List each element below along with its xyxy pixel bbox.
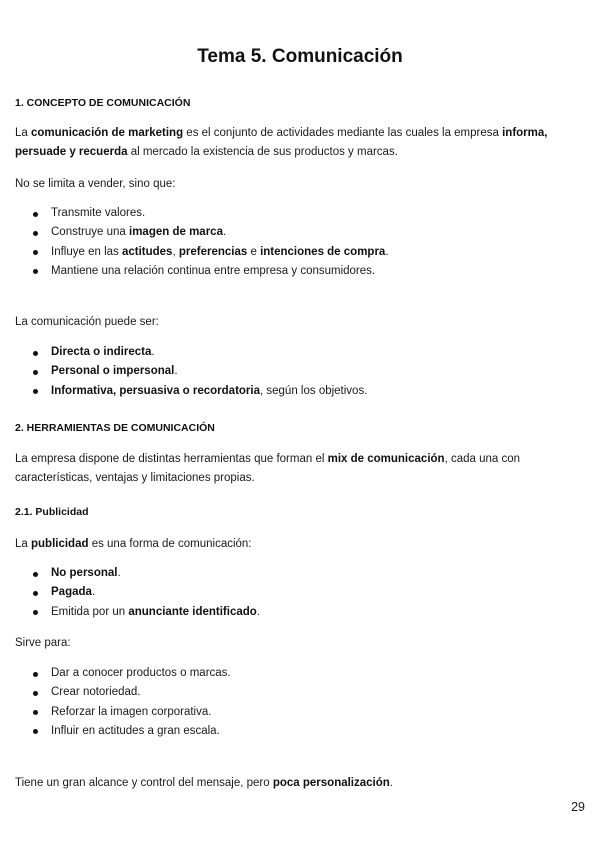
list-item: [15, 583, 260, 602]
list-item: [15, 703, 231, 722]
text-run: .: [222, 226, 227, 239]
text-run: Reforzar la imagen corporativa.: [51, 705, 212, 718]
bold-text: actitudes: [121, 245, 173, 258]
text-run: .: [256, 605, 260, 618]
uses-lead: Sirve para:: [15, 637, 71, 649]
bullet-icon: [33, 572, 38, 577]
publicidad-bullets: [15, 564, 260, 622]
uses-bullets: [15, 664, 231, 741]
text-run: .: [117, 567, 121, 579]
text-run: Mantiene una relación continua entre empresa y consumidores.: [51, 264, 376, 277]
text-run: La empresa dispone de distintas herramientas que forman el: [15, 453, 328, 465]
bold-text: informa, persuade y recuerda: [15, 127, 548, 158]
bold-text: comunicación de marketing: [31, 127, 184, 139]
bullet-icon: [33, 591, 38, 596]
page-title: Tema 5. Comunicación: [197, 46, 403, 67]
bullet-icon: [33, 250, 38, 255]
text-run: Crear notoriedad.: [51, 686, 141, 699]
bullet-icon: [33, 710, 38, 715]
list-item: [15, 664, 231, 683]
list-item: [15, 564, 260, 583]
section-1-lead: No se limita a vender, sino que:: [15, 178, 176, 190]
text-run: La: [15, 538, 31, 550]
list-item: [15, 262, 389, 281]
text-run: Influye en las: [51, 245, 122, 258]
bold-text: Informativa, persuasiva o recordatoria: [51, 384, 260, 397]
bold-text: Personal o impersonal: [51, 365, 175, 378]
types-bullets: [15, 343, 367, 401]
list-item: [15, 603, 260, 622]
page-number: 29: [571, 800, 585, 814]
list-item: [15, 722, 231, 741]
bullet-icon: [33, 610, 38, 615]
text-run: Influir en actitudes a gran escala.: [51, 724, 220, 737]
list-item: [15, 204, 389, 223]
text-run: .: [174, 365, 178, 378]
bullet-icon: [33, 269, 38, 274]
bold-text: imagen de marca: [129, 226, 223, 239]
bold-text: No personal: [51, 567, 118, 579]
bold-text: preferencias: [178, 245, 248, 258]
section-2-heading: 2. HERRAMIENTAS DE COMUNICACIÓN: [15, 422, 215, 434]
section-2-intro: [15, 450, 575, 488]
bullet-icon: [33, 729, 38, 734]
list-item: [15, 343, 367, 362]
bullet-icon: [33, 351, 38, 356]
text-run: , cada una con características, ventajas y limitaciones propias.: [15, 453, 521, 484]
bold-text: anunciante identificado: [128, 605, 257, 618]
list-item: [15, 223, 389, 242]
list-item: [15, 362, 367, 381]
bullet-icon: [33, 672, 38, 677]
list-item: [15, 683, 231, 702]
bold-text: poca personalización: [272, 777, 390, 789]
text-run: es una forma de comunicación:: [88, 538, 252, 550]
text-run: .: [385, 245, 389, 258]
text-run: Construye una: [51, 226, 129, 239]
bold-text: Directa o indirecta: [51, 346, 152, 358]
text-run: Transmite valores.: [51, 207, 146, 219]
bold-text: mix de comunicación: [327, 453, 445, 465]
text-run: La: [15, 127, 31, 139]
section-1-intro: [15, 124, 575, 162]
text-run: Emitida por un: [51, 605, 129, 618]
text-run: .: [91, 586, 96, 599]
bullet-icon: [33, 212, 38, 217]
bullet-icon: [33, 231, 38, 236]
text-run: , según los objetivos.: [260, 384, 368, 397]
section-1-heading: 1. CONCEPTO DE COMUNICACIÓN: [15, 97, 191, 109]
types-lead: La comunicación puede ser:: [15, 316, 159, 328]
closing-paragraph: [15, 774, 575, 793]
section-1-bullets: [15, 204, 389, 281]
text-run: .: [151, 346, 155, 358]
bold-text: Pagada: [51, 586, 92, 599]
text-run: al mercado la existencia de sus productos y marcas.: [127, 146, 398, 158]
bold-text: intenciones de compra: [260, 245, 386, 258]
text-run: e: [247, 245, 261, 258]
list-item: [15, 382, 367, 401]
bullet-icon: [33, 389, 38, 394]
bold-text: publicidad: [31, 538, 89, 550]
publicidad-lead: [15, 535, 575, 554]
text-run: Tiene un gran alcance y control del mensaje, pero: [15, 777, 273, 789]
text-run: es el conjunto de actividades mediante las cuales la empresa: [183, 127, 503, 139]
text-run: .: [389, 777, 393, 789]
bullet-icon: [33, 370, 38, 375]
list-item: [15, 243, 389, 262]
text-run: ,: [172, 245, 179, 258]
bullet-icon: [33, 691, 38, 696]
text-run: Dar a conocer productos o marcas.: [51, 667, 231, 679]
subsection-2-1-heading: 2.1. Publicidad: [15, 506, 89, 518]
